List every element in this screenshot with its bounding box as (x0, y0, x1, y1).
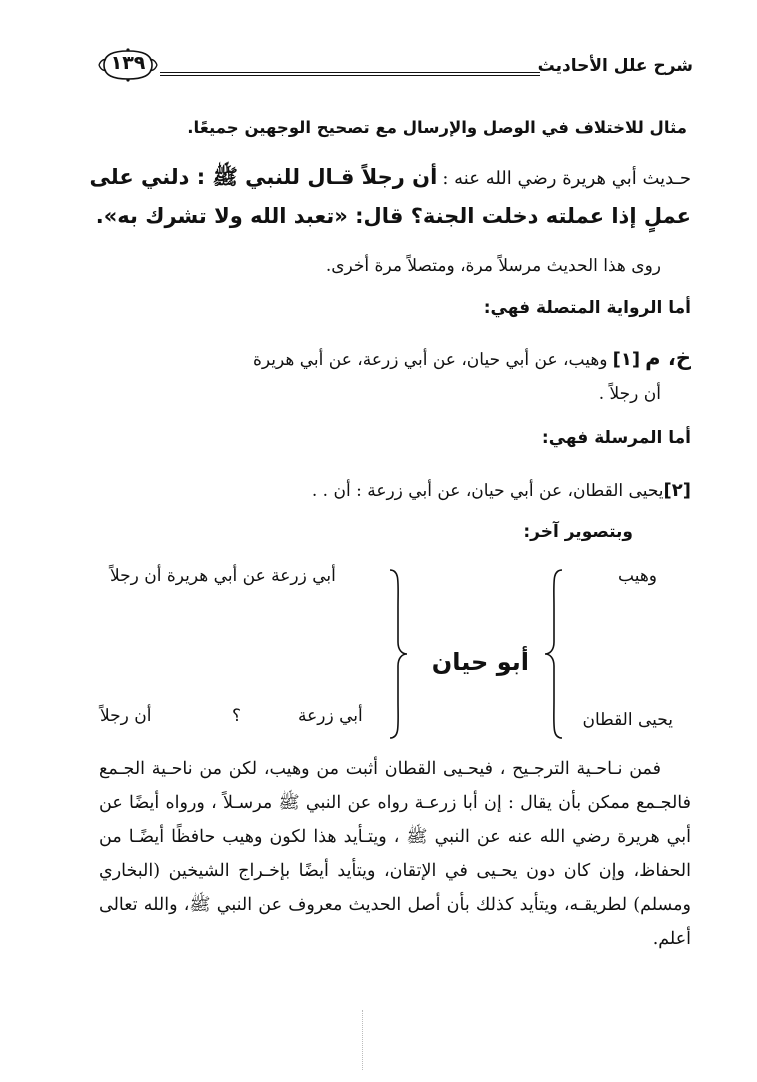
hadith-line-1 (90, 164, 692, 195)
diagram-abu-zurah: أبي زرعة (298, 706, 363, 726)
diagram-mursal-end: أن رجلاً (100, 706, 152, 726)
mursal-chain: يحيى القطان، عن أبي حيان، عن أبي زرعة : أن . . (311, 481, 664, 501)
running-header-title: شرح علل الأحاديث (537, 56, 693, 76)
page-number: ١٣٩ (110, 52, 146, 74)
source-symbols: خ، م (645, 346, 691, 370)
header-rule (160, 72, 540, 76)
diagram-connected-chain: أبي زرعة عن أبي هريرة أن رجلاً (110, 566, 336, 586)
diagram-unknown-mark: ؟ (232, 706, 242, 726)
narration-note: روى هذا الحديث مرسلاً مرة، ومتصلاً مرة أخرى. (325, 256, 661, 276)
scan-artifact (362, 1010, 365, 1070)
hadith-text-1: أن رجلاً قـال للنبي ﷺ : دلني على (89, 165, 438, 189)
diagram-narrator-yahya: يحيى القطان (582, 710, 673, 730)
connected-chain-end: أن رجلاً . (598, 384, 661, 404)
conclusion-paragraph: فمن نـاحـية الترجـيح ، فيحـيى القطان أثبت من وهيب، لكن من ناحـية الجـمع فالجـمع ممكن بأن يقال : إن أبا زرعـة رواه عن النبي ﷺ مرسـلاً ، ورواه أيضًا عن أبي هريرة رضي الله عنه عن النبي ﷺ ، ويتـأيد هذا لكون وهيب حافظًا أيضًـا من الحفاظ، وإن كان دون يحـيى في الإتقان، ويتأيد أيضًا بإخـراج الشيخين (البخاري ومسلم) لطريقـه، ويتأيد كذلك بأن أصل الحديث معروف عن النبي ﷺ، والله تعالى أعلم. (99, 759, 691, 949)
ref-number-2: [٢] (663, 480, 691, 501)
diagram-narrator-wuhaib: وهيب (618, 566, 657, 586)
hadith-intro: حـديث أبي هريرة رضي الله عنه : (442, 168, 691, 189)
page-number-ornament (96, 48, 160, 82)
diagram-heading: وبتصوير آخر: (523, 522, 633, 542)
diagram-center-narrator: أبو حيان (431, 648, 529, 676)
connected-heading: أما الرواية المتصلة فهي: (483, 298, 691, 318)
connected-chain-line (253, 346, 691, 370)
connected-chain: وهيب، عن أبي حيان، عن أبي زرعة، عن أبي هريرة (252, 350, 608, 370)
right-brace-icon (542, 568, 566, 740)
mursal-chain-line (312, 480, 691, 501)
left-brace-icon (386, 568, 410, 740)
example-heading: مثال للاختلاف في الوصل والإرسال مع تصحيح الوجهين جميعًا. (187, 118, 687, 137)
hadith-line-2: عملٍ إذا عملته دخلت الجنة؟ قال: «تعبد الله ولا تشرك به». (95, 204, 691, 228)
ref-number-1: [١] (612, 349, 641, 370)
mursal-heading: أما المرسلة فهي: (541, 428, 691, 448)
